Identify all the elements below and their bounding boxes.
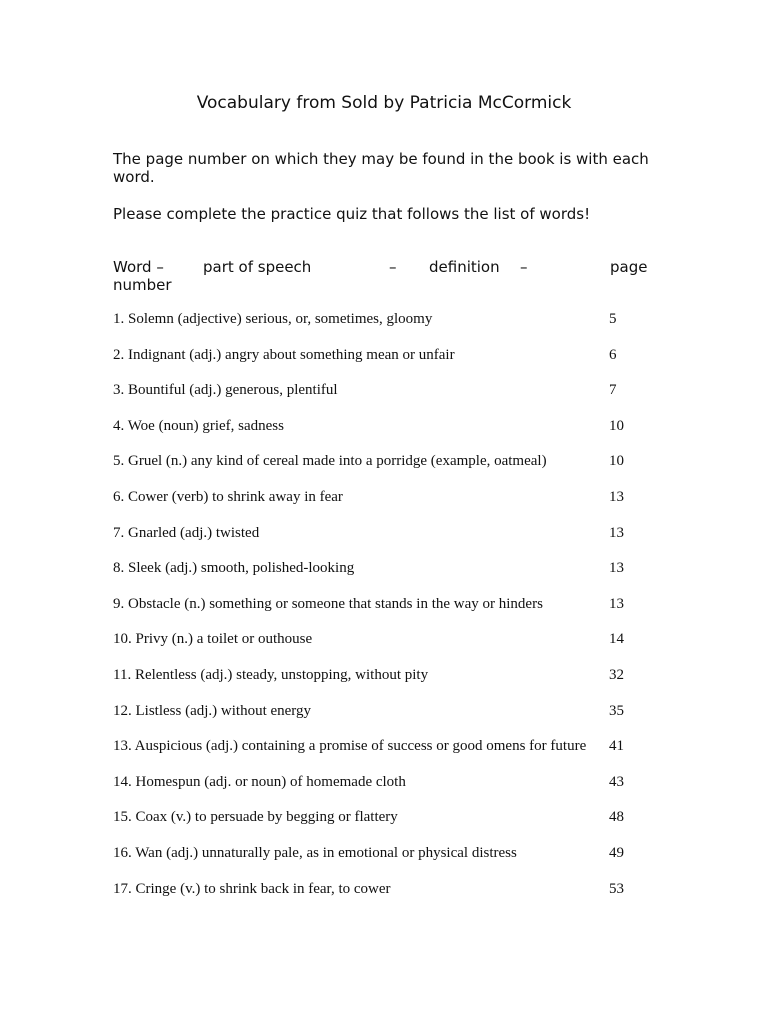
list-item xyxy=(113,489,673,525)
column-header xyxy=(113,258,673,298)
word-entry: 4. Woe (noun) grief, sadness xyxy=(113,417,284,434)
page-number: 13 xyxy=(609,560,624,577)
word-entry: 13. Auspicious (adj.) containing a promise of success or good omens for future xyxy=(113,738,587,755)
page-number: 53 xyxy=(609,880,624,897)
list-item xyxy=(113,774,673,810)
page-number: 5 xyxy=(609,311,617,327)
header-part-of-speech: part of speech xyxy=(203,258,312,276)
list-item xyxy=(113,382,673,418)
list-item xyxy=(113,809,673,845)
word-entry: 1. Solemn (adjective) serious, or, sometimes, gloomy xyxy=(113,311,433,327)
list-item xyxy=(113,845,673,881)
word-entry: 7. Gnarled (adj.) twisted xyxy=(113,524,260,541)
page-number: 10 xyxy=(609,453,624,470)
page-number: 49 xyxy=(609,844,624,861)
page-number: 43 xyxy=(609,773,624,790)
word-entry: 17. Cringe (v.) to shrink back in fear, to cower xyxy=(113,880,391,897)
header-page: page xyxy=(610,258,648,276)
header-number: number xyxy=(113,276,172,294)
word-entry: 9. Obstacle (n.) something or someone that stands in the way or hinders xyxy=(113,595,543,612)
page-number: 13 xyxy=(609,488,624,505)
page-number: 14 xyxy=(609,631,624,648)
header-dash: – xyxy=(520,258,528,276)
page-number: 41 xyxy=(609,738,624,755)
list-item xyxy=(113,703,673,739)
list-item xyxy=(113,453,673,489)
list-item xyxy=(113,560,673,596)
header-definition: definition xyxy=(429,258,500,276)
list-item xyxy=(113,881,673,917)
page-number: 32 xyxy=(609,666,624,683)
page-number: 13 xyxy=(609,595,624,612)
word-entry: 15. Coax (v.) to persuade by begging or flattery xyxy=(113,809,398,826)
list-item xyxy=(113,525,673,561)
list-item xyxy=(113,667,673,703)
page-number: 13 xyxy=(609,524,624,541)
intro-paragraph: The page number on which they may be found in the book is with each word. xyxy=(113,150,649,186)
word-entry: 10. Privy (n.) a toilet or outhouse xyxy=(113,631,313,648)
list-item xyxy=(113,631,673,667)
list-item xyxy=(113,418,673,454)
word-entry: 5. Gruel (n.) any kind of cereal made into a porridge (example, oatmeal) xyxy=(113,453,547,470)
header-dash: – xyxy=(389,258,397,276)
header-word: Word – xyxy=(113,258,164,276)
word-entry: 8. Sleek (adj.) smooth, polished-looking xyxy=(113,560,355,577)
word-entry: 6. Cower (verb) to shrink away in fear xyxy=(113,488,343,505)
page-number: 10 xyxy=(609,417,624,434)
list-item xyxy=(113,347,673,383)
page-number: 35 xyxy=(609,702,624,719)
vocabulary-list xyxy=(113,311,673,916)
word-entry: 16. Wan (adj.) unnaturally pale, as in emotional or physical distress xyxy=(113,844,517,861)
word-entry: 11. Relentless (adj.) steady, unstopping, without pity xyxy=(113,666,429,683)
word-entry: 12. Listless (adj.) without energy xyxy=(113,702,312,719)
list-item xyxy=(113,738,673,774)
word-entry: 3. Bountiful (adj.) generous, plentiful xyxy=(113,382,338,399)
document-title: Vocabulary from Sold by Patricia McCormick xyxy=(196,93,572,113)
page-number: 7 xyxy=(609,382,617,399)
word-entry: 2. Indignant (adj.) angry about something mean or unfair xyxy=(113,346,455,363)
page-number: 6 xyxy=(609,346,617,363)
page-number: 48 xyxy=(609,809,624,826)
list-item xyxy=(113,596,673,632)
quiz-instruction: Please complete the practice quiz that follows the list of words! xyxy=(113,205,591,223)
word-entry: 14. Homespun (adj. or noun) of homemade cloth xyxy=(113,773,406,790)
list-item xyxy=(113,311,673,347)
